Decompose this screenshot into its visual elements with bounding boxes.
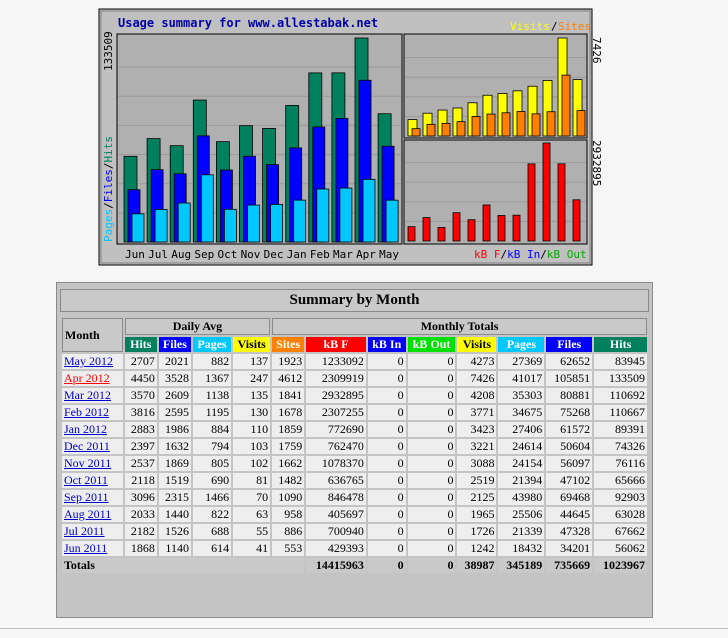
cell-files: 47328 (546, 524, 592, 539)
cell-visits: 4273 (457, 354, 496, 369)
cell-sites: 1482 (272, 473, 304, 488)
bar-kbf (558, 164, 565, 241)
cell-d-hits: 2118 (125, 473, 157, 488)
cell-pages: 35303 (498, 388, 544, 403)
cell-d-files: 1986 (159, 422, 191, 437)
cell-d-visits: 137 (233, 354, 270, 369)
cell-files: 62652 (546, 354, 592, 369)
cell-sites: 4612 (272, 371, 304, 386)
cell-hits: 67662 (594, 524, 647, 539)
cell-kbin: 0 (368, 456, 406, 471)
cell-d-hits: 2182 (125, 524, 157, 539)
header-kbf: kB F (306, 337, 366, 352)
total-kbout: 0 (408, 558, 456, 573)
month-tick-label: Apr (356, 248, 376, 261)
cell-hits: 92903 (594, 490, 647, 505)
bar-kbf (468, 220, 475, 241)
cell-d-pages: 805 (193, 456, 231, 471)
month-link[interactable]: Aug 2011 (64, 507, 112, 521)
cell-d-pages: 794 (193, 439, 231, 454)
total-kbin: 0 (368, 558, 406, 573)
cell-d-hits: 3570 (125, 388, 157, 403)
bar-sites (472, 116, 480, 136)
month-link[interactable]: Jul 2011 (64, 524, 105, 538)
bottom-legend (474, 248, 587, 261)
table-row (62, 524, 647, 539)
bar-pages (155, 209, 167, 242)
cell-hits: 76116 (594, 456, 647, 471)
cell-d-files: 3528 (159, 371, 191, 386)
month-cell (62, 388, 123, 403)
month-cell (62, 405, 123, 420)
left-legend (102, 136, 115, 242)
cell-d-files: 1519 (159, 473, 191, 488)
month-link[interactable]: Jan 2012 (64, 422, 107, 436)
summary-table (60, 316, 649, 575)
header-month: Month (62, 318, 123, 352)
cell-sites: 1759 (272, 439, 304, 454)
cell-d-files: 2609 (159, 388, 191, 403)
summary-panel (56, 282, 653, 618)
table-row (62, 490, 647, 505)
legend-pages: Pages (102, 208, 115, 242)
cell-files: 34201 (546, 541, 592, 556)
month-cell (62, 473, 123, 488)
usage-chart (99, 9, 603, 265)
month-link[interactable]: Feb 2012 (64, 405, 109, 419)
legend-sites: Sites (558, 20, 592, 33)
table-row (62, 354, 647, 369)
cell-d-pages: 882 (193, 354, 231, 369)
month-tick-label: Aug (171, 248, 192, 261)
header-daily-pages: Pages (193, 337, 231, 352)
cell-d-pages: 614 (193, 541, 231, 556)
cell-sites: 1841 (272, 388, 304, 403)
month-tick-label: Mar (332, 248, 353, 261)
month-cell (62, 354, 123, 369)
cell-hits: 63028 (594, 507, 647, 522)
total-visits: 38987 (457, 558, 496, 573)
bar-kbf (483, 205, 490, 241)
cell-kbf: 1078370 (306, 456, 366, 471)
table-row (62, 456, 647, 471)
cell-pages: 27406 (498, 422, 544, 437)
header-daily-avg: Daily Avg (125, 318, 270, 335)
bar-kbf (423, 218, 430, 241)
month-link[interactable]: Sep 2011 (64, 490, 109, 504)
cell-hits: 74326 (594, 439, 647, 454)
cell-d-pages: 822 (193, 507, 231, 522)
bar-sites (562, 75, 570, 136)
cell-kbf: 700940 (306, 524, 366, 539)
bar-sites (502, 113, 510, 136)
totals-row (62, 558, 647, 573)
cell-sites: 1678 (272, 405, 304, 420)
cell-hits: 110667 (594, 405, 647, 420)
table-row (62, 541, 647, 556)
cell-d-visits: 63 (233, 507, 270, 522)
cell-pages: 24614 (498, 439, 544, 454)
bar-sites (532, 114, 540, 136)
cell-d-pages: 1466 (193, 490, 231, 505)
cell-visits: 3088 (457, 456, 496, 471)
cell-kbout: 0 (408, 473, 456, 488)
cell-pages: 21394 (498, 473, 544, 488)
cell-hits: 83945 (594, 354, 647, 369)
cell-d-hits: 2033 (125, 507, 157, 522)
cell-pages: 18432 (498, 541, 544, 556)
bar-kbf (498, 216, 505, 241)
cell-files: 80881 (546, 388, 592, 403)
cell-d-hits: 4450 (125, 371, 157, 386)
cell-files: 75268 (546, 405, 592, 420)
cell-sites: 553 (272, 541, 304, 556)
cell-hits: 56062 (594, 541, 647, 556)
bar-kbf (438, 227, 445, 241)
cell-kbf: 636765 (306, 473, 366, 488)
cell-d-hits: 2883 (125, 422, 157, 437)
cell-d-hits: 2537 (125, 456, 157, 471)
legend-visits: Visits (510, 20, 550, 33)
left-axis-max-label: 133509 (102, 31, 115, 71)
cell-d-files: 1440 (159, 507, 191, 522)
cell-d-files: 1526 (159, 524, 191, 539)
chart-title: Usage summary for www.allestabak.net (118, 16, 379, 30)
cell-kbin: 0 (368, 507, 406, 522)
legend-slash-2: / (102, 162, 115, 170)
bar-pages (386, 200, 398, 242)
cell-kbf: 772690 (306, 422, 366, 437)
cell-kbf: 2309919 (306, 371, 366, 386)
header-visits: Visits (457, 337, 496, 352)
bar-pages (363, 179, 375, 242)
cell-sites: 958 (272, 507, 304, 522)
cell-hits: 110692 (594, 388, 647, 403)
cell-kbin: 0 (368, 541, 406, 556)
cell-pages: 41017 (498, 371, 544, 386)
bar-sites (412, 129, 420, 136)
cell-pages: 24154 (498, 456, 544, 471)
table-row (62, 507, 647, 522)
month-tick-label: Dec (263, 248, 284, 261)
month-tick-label: Jul (148, 248, 169, 261)
cell-kbin: 0 (368, 473, 406, 488)
cell-d-hits: 1868 (125, 541, 157, 556)
cell-kbin: 0 (368, 354, 406, 369)
cell-kbin: 0 (368, 422, 406, 437)
header-hits: Hits (594, 337, 647, 352)
month-tick-label: Jun (125, 248, 145, 261)
legend-files: Files (102, 169, 115, 203)
cell-kbf: 2932895 (306, 388, 366, 403)
bar-pages (317, 189, 329, 242)
table-row (62, 388, 647, 403)
legend-slash-3: / (500, 248, 508, 261)
cell-files: 69468 (546, 490, 592, 505)
cell-visits: 3423 (457, 422, 496, 437)
table-row (62, 371, 647, 386)
total-hits: 1023967 (594, 558, 647, 573)
cell-d-hits: 2707 (125, 354, 157, 369)
cell-visits: 2519 (457, 473, 496, 488)
cell-d-visits: 41 (233, 541, 270, 556)
month-cell (62, 456, 123, 471)
cell-kbout: 0 (408, 354, 456, 369)
month-tick-label: Jan (286, 248, 307, 261)
cell-d-files: 2021 (159, 354, 191, 369)
cell-visits: 4208 (457, 388, 496, 403)
month-cell (62, 371, 123, 386)
legend-hits: Hits (102, 136, 115, 163)
cell-sites: 886 (272, 524, 304, 539)
cell-d-hits: 3096 (125, 490, 157, 505)
cell-d-pages: 1138 (193, 388, 231, 403)
cell-kbout: 0 (408, 422, 456, 437)
cell-kbf: 2307255 (306, 405, 366, 420)
header-pages: Pages (498, 337, 544, 352)
cell-sites: 1923 (272, 354, 304, 369)
month-link[interactable]: May 2012 (64, 354, 113, 368)
legend-slash-top: / (551, 20, 558, 33)
month-link[interactable]: Apr 2012 (64, 371, 110, 385)
cell-d-files: 1140 (159, 541, 191, 556)
header-kbout: kB Out (408, 337, 456, 352)
cell-visits: 2125 (457, 490, 496, 505)
cell-kbout: 0 (408, 371, 456, 386)
table-row (62, 422, 647, 437)
cell-kbf: 846478 (306, 490, 366, 505)
cell-d-visits: 247 (233, 371, 270, 386)
cell-d-hits: 3816 (125, 405, 157, 420)
cell-d-visits: 103 (233, 439, 270, 454)
bar-kbf (573, 200, 580, 241)
month-cell (62, 490, 123, 505)
cell-d-visits: 55 (233, 524, 270, 539)
bar-pages (294, 200, 306, 242)
bar-kbf (528, 164, 535, 241)
cell-d-pages: 688 (193, 524, 231, 539)
cell-d-visits: 70 (233, 490, 270, 505)
total-pages: 345189 (498, 558, 544, 573)
bar-pages (248, 205, 260, 242)
bar-sites (457, 122, 465, 136)
bar-sites (577, 111, 585, 136)
cell-d-pages: 884 (193, 422, 231, 437)
cell-d-pages: 1367 (193, 371, 231, 386)
cell-kbout: 0 (408, 439, 456, 454)
legend-slash-4: / (540, 248, 547, 261)
cell-files: 50604 (546, 439, 592, 454)
legend-kbin: kB In (507, 248, 541, 261)
bar-kbf (513, 215, 520, 241)
cell-d-pages: 1195 (193, 405, 231, 420)
bar-pages (224, 209, 236, 242)
header-daily-files: Files (159, 337, 191, 352)
bar-pages (178, 203, 190, 242)
cell-kbout: 0 (408, 490, 456, 505)
header-daily-visits: Visits (233, 337, 270, 352)
cell-kbin: 0 (368, 405, 406, 420)
month-tick-label: Nov (240, 248, 261, 261)
cell-visits: 1965 (457, 507, 496, 522)
total-files: 735669 (546, 558, 592, 573)
month-cell (62, 439, 123, 454)
bar-sites (442, 123, 450, 136)
month-tick-label: Sep (194, 248, 215, 261)
cell-d-hits: 2397 (125, 439, 157, 454)
cell-d-visits: 130 (233, 405, 270, 420)
cell-files: 47102 (546, 473, 592, 488)
cell-visits: 7426 (457, 371, 496, 386)
cell-pages: 27369 (498, 354, 544, 369)
month-cell (62, 507, 123, 522)
cell-d-files: 2315 (159, 490, 191, 505)
cell-files: 105851 (546, 371, 592, 386)
month-cell (62, 524, 123, 539)
totals-label: Totals (62, 558, 304, 573)
cell-kbin: 0 (368, 524, 406, 539)
cell-kbout: 0 (408, 541, 456, 556)
legend-kbf: kB F (474, 248, 501, 261)
header-daily-hits: Hits (125, 337, 157, 352)
bar-pages (132, 214, 144, 242)
header-files: Files (546, 337, 592, 352)
bar-sites (427, 124, 435, 136)
cell-kbin: 0 (368, 490, 406, 505)
cell-kbin: 0 (368, 371, 406, 386)
cell-hits: 65666 (594, 473, 647, 488)
header-sites: Sites (272, 337, 304, 352)
bar-sites (547, 112, 555, 136)
cell-pages: 21339 (498, 524, 544, 539)
cell-sites: 1090 (272, 490, 304, 505)
right-top-axis-label: 7426 (590, 37, 603, 64)
cell-sites: 1662 (272, 456, 304, 471)
legend-kbout: kB Out (546, 248, 587, 261)
cell-kbin: 0 (368, 439, 406, 454)
cell-d-visits: 102 (233, 456, 270, 471)
cell-kbout: 0 (408, 507, 456, 522)
cell-visits: 1242 (457, 541, 496, 556)
table-row (62, 405, 647, 420)
total-kbf: 14415963 (306, 558, 366, 573)
summary-title: Summary by Month (60, 289, 649, 312)
month-link[interactable]: Dec 2011 (64, 439, 110, 453)
bar-pages (340, 188, 352, 242)
header-monthly-totals: Monthly Totals (272, 318, 647, 335)
month-tick-label: May (379, 248, 400, 261)
bar-kbf (453, 213, 460, 241)
cell-visits: 1726 (457, 524, 496, 539)
bar-pages (201, 175, 213, 242)
cell-pages: 43980 (498, 490, 544, 505)
bar-pages (271, 204, 283, 242)
legend-slash-1: / (102, 202, 115, 209)
cell-kbout: 0 (408, 456, 456, 471)
cell-d-visits: 81 (233, 473, 270, 488)
cell-files: 61572 (546, 422, 592, 437)
cell-visits: 3771 (457, 405, 496, 420)
cell-pages: 25506 (498, 507, 544, 522)
table-row (62, 473, 647, 488)
cell-visits: 3221 (457, 439, 496, 454)
cell-files: 56097 (546, 456, 592, 471)
month-link[interactable]: Mar 2012 (64, 388, 111, 402)
page-divider (0, 628, 728, 629)
month-cell (62, 422, 123, 437)
cell-d-files: 2595 (159, 405, 191, 420)
cell-pages: 34675 (498, 405, 544, 420)
month-tick-label: Oct (217, 248, 238, 261)
cell-d-files: 1632 (159, 439, 191, 454)
cell-kbout: 0 (408, 524, 456, 539)
header-kbin: kB In (368, 337, 406, 352)
month-link[interactable]: Jun 2011 (64, 541, 108, 555)
month-cell (62, 541, 123, 556)
cell-sites: 1859 (272, 422, 304, 437)
cell-kbf: 405697 (306, 507, 366, 522)
bar-sites (487, 114, 495, 136)
cell-d-visits: 110 (233, 422, 270, 437)
bar-kbf (408, 227, 415, 241)
bar-kbf (543, 143, 550, 241)
cell-files: 44645 (546, 507, 592, 522)
cell-kbin: 0 (368, 388, 406, 403)
month-tick-label: Feb (309, 248, 330, 261)
month-link[interactable]: Oct 2011 (64, 473, 108, 487)
cell-kbout: 0 (408, 405, 456, 420)
cell-hits: 133509 (594, 371, 647, 386)
table-row (62, 439, 647, 454)
cell-hits: 89391 (594, 422, 647, 437)
right-bottom-axis-label: 2932895 (590, 140, 603, 187)
cell-d-pages: 690 (193, 473, 231, 488)
cell-kbout: 0 (408, 388, 456, 403)
bar-sites (517, 111, 525, 136)
cell-d-visits: 135 (233, 388, 270, 403)
month-link[interactable]: Nov 2011 (64, 456, 112, 470)
cell-kbf: 762470 (306, 439, 366, 454)
cell-kbf: 1233092 (306, 354, 366, 369)
cell-kbf: 429393 (306, 541, 366, 556)
cell-d-files: 1869 (159, 456, 191, 471)
